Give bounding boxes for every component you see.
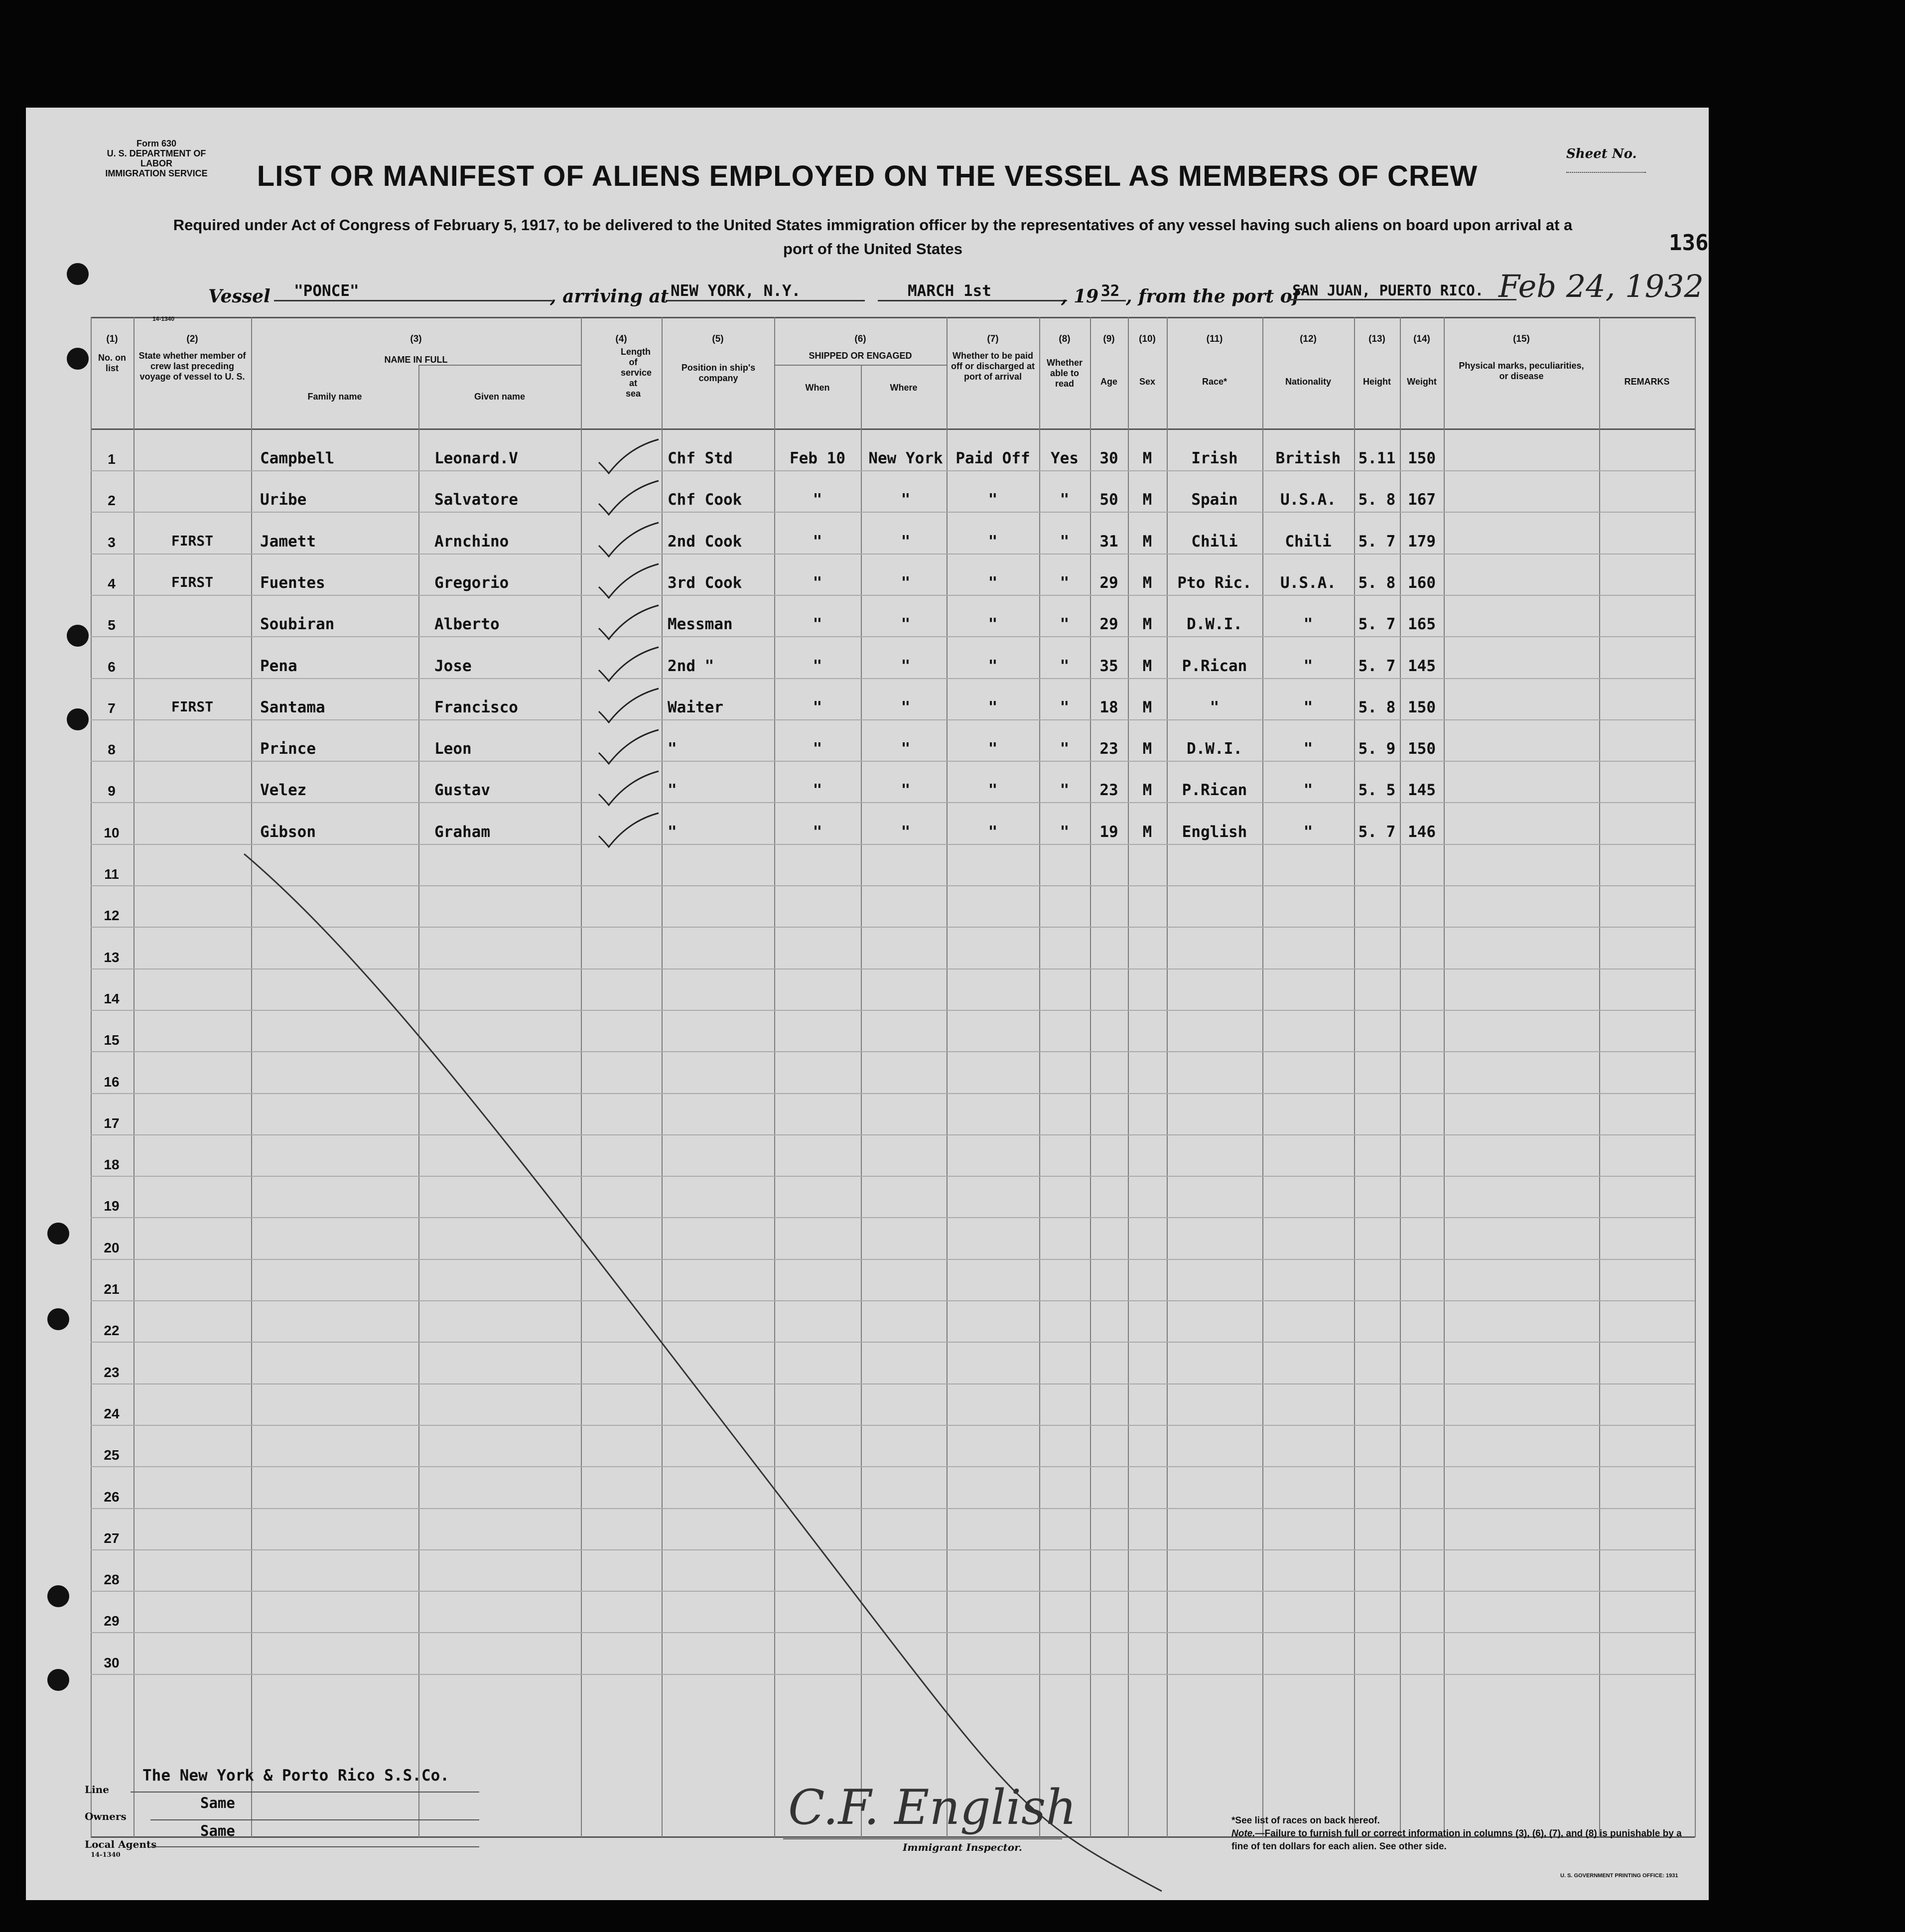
punch-hole <box>67 263 89 285</box>
cell-paid: " <box>988 532 998 551</box>
manifest-sheet <box>26 108 1709 1900</box>
cell-given: Graham <box>434 823 490 841</box>
cell-age: 30 <box>1099 449 1118 467</box>
cell-when: " <box>813 823 822 841</box>
vessel-label: Vessel <box>208 286 271 307</box>
cell-read: " <box>1060 823 1070 841</box>
cell-height: 5. 8 <box>1358 698 1396 716</box>
cell-nationality: " <box>1303 781 1313 800</box>
cell-sex: M <box>1142 740 1152 758</box>
cell-read: " <box>1060 615 1070 634</box>
cell-position: " <box>668 781 677 800</box>
header-given-name: Given name <box>474 392 526 402</box>
header-family-name: Family name <box>307 392 362 402</box>
row-number: 18 <box>104 1157 120 1173</box>
cell-paid: " <box>988 823 998 841</box>
cell-race: " <box>1210 698 1220 716</box>
cell-sex: M <box>1142 698 1152 716</box>
cell-height: 5. 7 <box>1358 823 1396 841</box>
cell-race: Irish <box>1191 449 1238 467</box>
col-num: (10) <box>1139 334 1156 344</box>
cell-height: 5.11 <box>1358 449 1396 467</box>
cell-weight: 167 <box>1408 491 1436 509</box>
race-note: *See list of races on back hereof. <box>1231 1815 1380 1826</box>
cell-family: Prince <box>260 740 316 758</box>
row-number: 22 <box>104 1323 120 1339</box>
cell-race: Pto Ric. <box>1177 573 1252 592</box>
cell-where: " <box>901 740 911 758</box>
cell-height: 5. 8 <box>1358 491 1396 509</box>
cell-where: " <box>901 823 911 841</box>
cell-race: Spain <box>1191 491 1238 509</box>
inspector-rule <box>783 1838 1062 1839</box>
row-number: 25 <box>104 1447 120 1463</box>
row-number: 4 <box>108 575 116 591</box>
stamp-number: 136 <box>1669 230 1709 256</box>
row-number: 10 <box>104 825 120 840</box>
header-position: Position in ship's company <box>681 363 756 383</box>
col-num: (6) <box>854 334 866 344</box>
cell-when: " <box>813 532 822 551</box>
cell-when: " <box>813 740 822 758</box>
cell-family: Jamett <box>260 532 316 551</box>
row-number: 9 <box>108 783 116 799</box>
cell-sex: M <box>1142 615 1152 634</box>
cell-read: " <box>1060 573 1070 592</box>
row-number: 1 <box>108 451 116 467</box>
header-age: Age <box>1100 377 1117 387</box>
cell-paid: " <box>988 740 998 758</box>
row-number: 3 <box>108 534 116 550</box>
cell-nationality: " <box>1303 698 1313 716</box>
note-text: —Failure to furnish full or correct information in columns (3), (6), (7), and (8) is punishable by a fine of ten dollars for each alien. See other side. <box>1231 1828 1682 1852</box>
cell-paid: " <box>988 781 998 800</box>
line-rule <box>131 1792 479 1793</box>
cell-voyage: FIRST <box>171 573 214 590</box>
agents-label: Local Agents <box>85 1838 157 1850</box>
cell-read: " <box>1060 491 1070 509</box>
cell-height: 5. 9 <box>1358 740 1396 758</box>
col-num: (5) <box>712 334 724 344</box>
inspector-label: Immigrant Inspector. <box>903 1841 1022 1853</box>
cell-family: Campbell <box>260 449 335 467</box>
cell-race: Chili <box>1191 532 1238 551</box>
row-number: 28 <box>104 1572 120 1588</box>
subtitle-line-1: Required under Act of Congress of February 5, 1917, to be delivered to the United States immigration officer by the representatives of any vessel having such aliens on board upon arrival at a <box>173 216 1573 234</box>
cell-age: 19 <box>1099 823 1118 841</box>
cell-sex: M <box>1142 491 1152 509</box>
cell-nationality: " <box>1303 740 1313 758</box>
arrival-date: MARCH 1st <box>878 282 1067 301</box>
cell-family: Velez <box>260 781 307 800</box>
row-number: 17 <box>104 1115 120 1131</box>
cell-sex: M <box>1142 449 1152 467</box>
header-paid-off: Whether to be paid off or discharged at port of arrival <box>951 351 1035 382</box>
cancel-stroke <box>244 854 1162 1891</box>
cell-weight: 150 <box>1408 698 1436 716</box>
cell-sex: M <box>1142 823 1152 841</box>
cell-height: 5. 7 <box>1358 615 1396 634</box>
cell-given: Leonard.V <box>434 449 518 467</box>
cell-position: " <box>668 823 677 841</box>
col-num: (3) <box>410 334 422 344</box>
subtitle-line-2: port of the United States <box>783 240 962 258</box>
cell-read: " <box>1060 740 1070 758</box>
cell-weight: 150 <box>1408 449 1436 467</box>
cell-where: " <box>901 781 911 800</box>
cell-weight: 179 <box>1408 532 1436 551</box>
row-number: 26 <box>104 1489 120 1505</box>
year-suffix: 32 <box>1101 282 1126 301</box>
row-number: 11 <box>104 866 119 882</box>
row-number: 7 <box>108 700 116 716</box>
cell-where: " <box>901 615 911 634</box>
cell-nationality: U.S.A. <box>1280 491 1336 509</box>
row-number: 30 <box>104 1655 120 1670</box>
cell-position: 3rd Cook <box>668 573 742 592</box>
cell-given: Francisco <box>434 698 518 716</box>
cell-read: " <box>1060 657 1070 675</box>
cell-given: Leon <box>434 740 472 758</box>
cell-paid: " <box>988 698 998 716</box>
header-sex: Sex <box>1139 377 1156 387</box>
agents-code: 14-1340 <box>91 1851 121 1859</box>
row-number: 2 <box>108 493 116 509</box>
agents-rule <box>150 1846 479 1847</box>
owners-rule <box>150 1819 479 1820</box>
col-num: (11) <box>1206 334 1223 344</box>
row-number: 29 <box>104 1613 120 1629</box>
cell-paid: Paid Off <box>955 449 1030 467</box>
cell-family: Gibson <box>260 823 316 841</box>
cell-sex: M <box>1142 781 1152 800</box>
header-race: Race* <box>1202 377 1227 387</box>
row-number: 27 <box>104 1530 120 1546</box>
row-number: 23 <box>104 1364 120 1380</box>
row-number: 16 <box>104 1074 120 1090</box>
col-num: (1) <box>106 334 118 344</box>
cell-weight: 146 <box>1408 823 1436 841</box>
cell-weight: 145 <box>1408 657 1436 675</box>
row-number: 6 <box>108 659 116 675</box>
cell-age: 23 <box>1099 740 1118 758</box>
document-title: LIST OR MANIFEST OF ALIENS EMPLOYED ON THE VESSEL AS MEMBERS OF CREW <box>257 160 1478 192</box>
cell-race: English <box>1182 823 1247 841</box>
cell-race: D.W.I. <box>1187 615 1242 634</box>
inspector-signature <box>788 1780 1077 1835</box>
header-nationality: Nationality <box>1285 377 1331 387</box>
cell-nationality: U.S.A. <box>1280 573 1336 592</box>
cell-height: 5. 8 <box>1358 573 1396 592</box>
cell-weight: 165 <box>1408 615 1436 634</box>
header-length-of-service: Length of service at sea <box>621 347 652 399</box>
row-number: 15 <box>104 1032 120 1048</box>
cell-paid: " <box>988 657 998 675</box>
cell-nationality: British <box>1275 449 1341 467</box>
cell-where: New York <box>868 449 943 467</box>
cell-position: Chf Std <box>668 449 733 467</box>
cell-race: P.Rican <box>1182 781 1247 800</box>
note-label: Note. <box>1231 1828 1255 1839</box>
cell-family: Fuentes <box>260 573 325 592</box>
col-num: (2) <box>186 334 198 344</box>
from-port: SAN JUAN, PUERTO RICO. <box>1287 282 1516 300</box>
cell-nationality: " <box>1303 823 1313 841</box>
cell-height: 5. 7 <box>1358 532 1396 551</box>
cell-where: " <box>901 573 911 592</box>
col-num: (9) <box>1103 334 1115 344</box>
cell-family: Pena <box>260 657 297 675</box>
cell-paid: " <box>988 491 998 509</box>
cell-sex: M <box>1142 573 1152 592</box>
col-num: (13) <box>1368 334 1385 344</box>
cell-given: Jose <box>434 657 472 675</box>
cell-age: 23 <box>1099 781 1118 800</box>
row-number: 5 <box>108 617 116 633</box>
cell-family: Uribe <box>260 491 307 509</box>
header-able-to-read: Whether able to read <box>1047 358 1083 389</box>
row-number: 20 <box>104 1240 120 1255</box>
col-num: (7) <box>987 334 999 344</box>
cell-sex: M <box>1142 657 1152 675</box>
cell-when: " <box>813 491 822 509</box>
cell-where: " <box>901 491 911 509</box>
header-weight: Weight <box>1407 377 1437 387</box>
handwritten-date: Feb 24, 1932 <box>1498 268 1704 304</box>
line-label: Line <box>85 1784 109 1795</box>
arriving-port: NEW YORK, N.Y. <box>666 282 865 301</box>
cell-race: P.Rican <box>1182 657 1247 675</box>
cell-nationality: Chili <box>1285 532 1332 551</box>
cell-position: Messman <box>668 615 733 634</box>
cell-race: D.W.I. <box>1187 740 1242 758</box>
arriving-label: , arriving at <box>550 286 669 307</box>
row-number: 8 <box>108 742 116 758</box>
cell-family: Santama <box>260 698 325 716</box>
cell-age: 18 <box>1099 698 1118 716</box>
cell-given: Gregorio <box>434 573 509 592</box>
cell-position: 2nd " <box>668 657 714 675</box>
cell-age: 29 <box>1099 573 1118 592</box>
header-no-on-list: No. on list <box>98 353 126 373</box>
cell-read: " <box>1060 698 1070 716</box>
row-number: 12 <box>104 908 120 924</box>
cell-age: 35 <box>1099 657 1118 675</box>
cell-nationality: " <box>1303 615 1313 634</box>
cell-height: 5. 5 <box>1358 781 1396 800</box>
crew-table <box>26 317 1709 1854</box>
printer-note: U. S. GOVERNMENT PRINTING OFFICE: 1931 <box>1560 1873 1678 1879</box>
col-num: (15) <box>1513 334 1530 344</box>
cell-paid: " <box>988 615 998 634</box>
cell-when: Feb 10 <box>790 449 845 467</box>
cell-weight: 150 <box>1408 740 1436 758</box>
col-num: (8) <box>1059 334 1071 344</box>
row-number: 14 <box>104 990 120 1006</box>
fine-note <box>1231 1827 1690 1853</box>
header-when: When <box>805 383 830 393</box>
cell-age: 31 <box>1099 532 1118 551</box>
row-number: 13 <box>104 949 120 965</box>
cell-when: " <box>813 615 822 634</box>
cell-position: Waiter <box>668 698 723 716</box>
header-name-in-full: NAME IN FULL <box>384 355 448 365</box>
owners-label: Owners <box>85 1810 127 1822</box>
header-small-code: 14-1340 <box>152 315 175 322</box>
col-num: (14) <box>1413 334 1430 344</box>
cell-nationality: " <box>1303 657 1313 675</box>
cell-when: " <box>813 698 822 716</box>
cell-when: " <box>813 657 822 675</box>
line-value: The New York & Porto Rico S.S.Co. <box>142 1767 449 1785</box>
cell-read: Yes <box>1051 449 1079 467</box>
vessel-name: "PONCE" <box>274 282 552 301</box>
sheet-number-label: Sheet No. <box>1566 146 1709 176</box>
cell-paid: " <box>988 573 998 592</box>
form-number: Form 630 <box>136 138 177 148</box>
cell-where: " <box>901 698 911 716</box>
cell-sex: M <box>1142 532 1152 551</box>
cell-where: " <box>901 657 911 675</box>
header-last-voyage: State whether member of crew last preceding voyage of vessel to U. S. <box>138 351 246 382</box>
cell-read: " <box>1060 781 1070 800</box>
cell-height: 5. 7 <box>1358 657 1396 675</box>
cell-given: Gustav <box>434 781 490 800</box>
col-num: (12) <box>1300 334 1317 344</box>
header-remarks: REMARKS <box>1624 377 1670 387</box>
header-physical-marks: Physical marks, peculiarities, or disease <box>1459 361 1584 381</box>
cell-age: 29 <box>1099 615 1118 634</box>
cell-weight: 160 <box>1408 573 1436 592</box>
cell-age: 50 <box>1099 491 1118 509</box>
cell-given: Arnchino <box>434 532 509 551</box>
cell-given: Salvatore <box>434 491 518 509</box>
row-number: 21 <box>104 1281 120 1297</box>
cell-when: " <box>813 573 822 592</box>
row-number: 24 <box>104 1405 120 1421</box>
row-number: 19 <box>104 1198 120 1214</box>
from-port-label: , from the port of <box>1126 286 1300 307</box>
cell-where: " <box>901 532 911 551</box>
signature-text: C.F. English <box>788 1780 1077 1835</box>
header-where: Where <box>890 383 918 393</box>
col-num: (4) <box>615 334 627 344</box>
header-height: Height <box>1363 377 1391 387</box>
cell-position: " <box>668 740 677 758</box>
year-prefix: , 19 <box>1061 286 1099 307</box>
owners-value: Same <box>200 1794 235 1811</box>
cell-weight: 145 <box>1408 781 1436 800</box>
header-shipped-engaged: SHIPPED OR ENGAGED <box>809 351 912 361</box>
cell-voyage: FIRST <box>171 698 214 715</box>
cancel-line <box>26 317 1709 1911</box>
cell-voyage: FIRST <box>171 532 214 549</box>
cell-position: 2nd Cook <box>668 532 742 551</box>
service-name: IMMIGRATION SERVICE <box>105 168 208 178</box>
cell-given: Alberto <box>434 615 500 634</box>
cell-position: Chf Cook <box>668 491 742 509</box>
agents-value: Same <box>200 1822 235 1839</box>
cell-read: " <box>1060 532 1070 551</box>
cell-when: " <box>813 781 822 800</box>
cell-family: Soubiran <box>260 615 335 634</box>
department-name: U. S. DEPARTMENT OF LABOR <box>107 148 206 168</box>
